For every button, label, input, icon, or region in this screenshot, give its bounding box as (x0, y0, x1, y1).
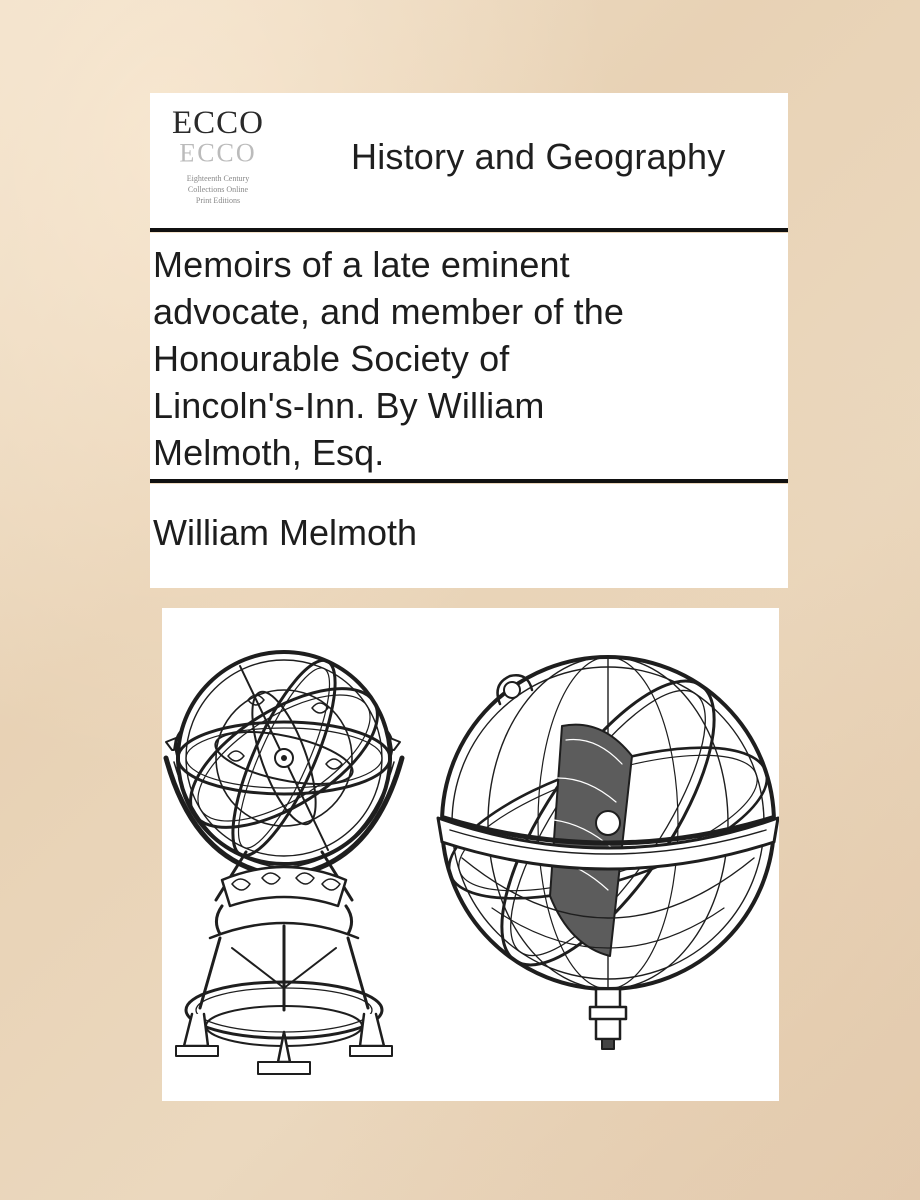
celestial-globe (432, 651, 779, 1049)
book-title-line-5: Melmoth, Esq. (153, 432, 385, 473)
book-title-line-4: Lincoln's-Inn. By William (153, 385, 545, 426)
logo-subtitle-line-2: Collections Online (187, 185, 249, 194)
logo-mark-text: ECCO (171, 105, 264, 141)
header-panel (150, 93, 788, 228)
logo-subtitle (164, 173, 272, 206)
author-panel (150, 484, 788, 588)
armillary-sphere (166, 649, 402, 1074)
book-title (153, 241, 776, 476)
book-title-line-2: advocate, and member of the (153, 291, 624, 332)
category-label: History and Geography (351, 136, 726, 177)
engraving-svg (162, 608, 779, 1101)
logo-subtitle-line-3: Print Editions (195, 196, 241, 205)
logo-mark (164, 105, 272, 141)
divider-bottom (150, 479, 788, 483)
divider-top (150, 228, 788, 232)
book-title-line-1: Memoirs of a late eminent (153, 244, 570, 285)
cover-illustration (162, 608, 779, 1101)
logo-subtitle-line-1: Eighteenth Century (186, 174, 250, 183)
book-author: William Melmoth (153, 512, 418, 553)
logo-reflection: ECCO (179, 138, 257, 167)
book-title-line-3: Honourable Society of (153, 338, 510, 379)
ecco-logo (164, 103, 272, 219)
title-panel (150, 233, 788, 479)
